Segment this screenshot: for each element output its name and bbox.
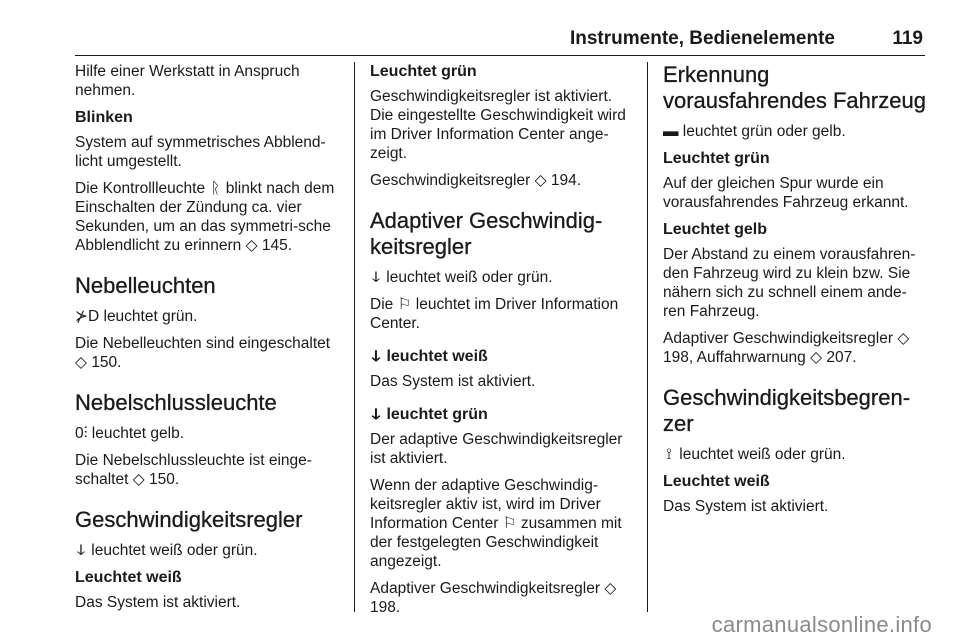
nebelschluss-heading: Nebelschlussleuchte — [75, 390, 277, 415]
nebelschluss-text-2: Die Nebelschlussleuchte ist einge-schaltet ◇ 150. — [75, 452, 312, 488]
page-header — [75, 22, 925, 56]
begrenzer-weiss-text: Das System ist aktiviert. — [663, 498, 829, 515]
begrenzer-weiss-heading: Leuchtet weiß — [663, 473, 770, 490]
ref-arrow-icon: ◇ — [75, 354, 87, 371]
headlight-icon: ᚱ — [210, 180, 221, 197]
column-3 — [663, 62, 927, 524]
ref-arrow-icon: ◇ — [897, 330, 910, 347]
leuchtet-weiss-heading: Leuchtet weiß — [75, 569, 182, 586]
sub-leuchtet-gruen-heading: ↆ leuchtet grün — [371, 406, 488, 423]
column-divider-2 — [647, 62, 648, 612]
sub-gruen-text-2: Wenn der adaptive Geschwindig-keitsregler aktiv ist, wird im Driver Information Center ⚐ zusammen mit der festgelegten Geschwindigkeit angezeigt. — [370, 477, 622, 570]
ref-arrow-icon: ◇ — [810, 349, 823, 366]
acc-display-icon: ⚐ — [502, 515, 517, 532]
cruise-control-icon: ↆ — [371, 269, 381, 286]
column-2 — [370, 62, 634, 625]
ref-arrow-icon: ◇ — [245, 237, 258, 254]
sub-gruen-text-1: Der adaptive Geschwindigkeitsregler ist aktiviert. — [370, 431, 623, 467]
ref-arrow-icon: ◇ — [534, 172, 547, 189]
nebelleuchten-heading: Nebelleuchten — [75, 273, 216, 298]
intro-text: Hilfe einer Werkstatt in Anspruch nehmen. — [75, 63, 300, 99]
car-front-icon: ▬ — [663, 123, 679, 140]
cruise-control-icon: ↆ — [371, 406, 381, 423]
weiss-text: Das System ist aktiviert. — [75, 594, 241, 611]
blinken-text-1: System auf symmetrisches Abblend-licht umgestellt. — [75, 134, 326, 170]
blinken-heading: Blinken — [75, 109, 133, 126]
cruise-control-icon: ↆ — [76, 542, 86, 559]
ref-arrow-icon: ◇ — [132, 471, 145, 488]
nebel-text-1: ⊁D leuchtet grün. — [75, 308, 198, 325]
geschw-text-1: ↆ leuchtet weiß oder grün. — [76, 542, 258, 559]
erkennung-text-1: ▬ leuchtet grün oder gelb. — [663, 123, 846, 140]
column-1 — [75, 62, 343, 620]
fog-rear-icon: 0⫶ — [75, 425, 88, 442]
watermark: carmanualsonline.info — [711, 612, 932, 637]
erkennung-heading: Erkennung vorausfahrendes Fahrzeug — [663, 62, 926, 113]
ref-arrow-icon: ◇ — [604, 580, 617, 597]
column-divider-1 — [354, 62, 355, 612]
nebelschluss-text-1: 0⫶ leuchtet gelb. — [75, 425, 185, 442]
leuchtet-gruen-heading: Leuchtet grün — [370, 63, 477, 80]
gelb-text-2: Adaptiver Geschwindigkeitsregler ◇ 198, Auffahrwarnung ◇ 207. — [663, 330, 910, 366]
gruen-text-2: Geschwindigkeitsregler ◇ 194. — [370, 172, 582, 189]
gruen-text-1: Geschwindigkeitsregler ist aktiviert. Die eingestellte Geschwindigkeit wird im Driver Information Center ange-zeigt. — [370, 88, 626, 162]
page-number: 119 — [892, 28, 923, 49]
sub-weiss-text: Das System ist aktiviert. — [370, 373, 536, 390]
acc-display-icon: ⚐ — [397, 296, 412, 313]
fog-front-icon: ⊁D — [75, 308, 100, 325]
sub-leuchtet-weiss-heading: ↆ leuchtet weiß — [371, 348, 488, 365]
speed-limiter-icon: ⟟ — [666, 446, 672, 463]
begrenzer-heading: Geschwindigkeitsbegren-zer — [663, 385, 911, 436]
gelb-text-1: Der Abstand zu einem vorausfahren-den Fahrzeug wird zu klein bzw. Sie nähern sich zu schnell einem ande-ren Fahrzeug. — [663, 246, 916, 320]
cruise-control-icon: ↆ — [371, 348, 381, 365]
erkennung-gruen-text: Auf der gleichen Spur wurde ein vorausfahrendes Fahrzeug erkannt. — [663, 175, 909, 211]
nebel-text-2: Die Nebelleuchten sind eingeschaltet ◇ 150. — [75, 335, 331, 371]
begrenzer-text-1: ⟟ leuchtet weiß oder grün. — [663, 445, 927, 464]
geschwindigkeitsregler-heading: Geschwindigkeitsregler — [75, 507, 303, 532]
sub-gruen-text-3: Adaptiver Geschwindigkeitsregler ◇ 198. — [370, 580, 617, 616]
adaptiv-text-2: Die ⚐ leuchtet im Driver Information Center. — [370, 296, 619, 332]
section-title: Instrumente, Bedienelemente — [569, 28, 835, 49]
adaptiv-text-1: ↆ leuchtet weiß oder grün. — [371, 269, 553, 286]
blinken-text-2: Die Kontrollleuchte ᚱ blinkt nach dem Einschalten der Zündung ca. vier Sekunden, um an das symmetri-sche Abblendlicht zu erinnern ◇ 145. — [75, 180, 335, 254]
adaptiver-heading: Adaptiver Geschwindig-keitsregler — [370, 208, 603, 259]
erkennung-gelb-heading: Leuchtet gelb — [663, 221, 768, 238]
erkennung-gruen-heading: Leuchtet grün — [663, 150, 770, 167]
header-rule — [75, 55, 925, 56]
